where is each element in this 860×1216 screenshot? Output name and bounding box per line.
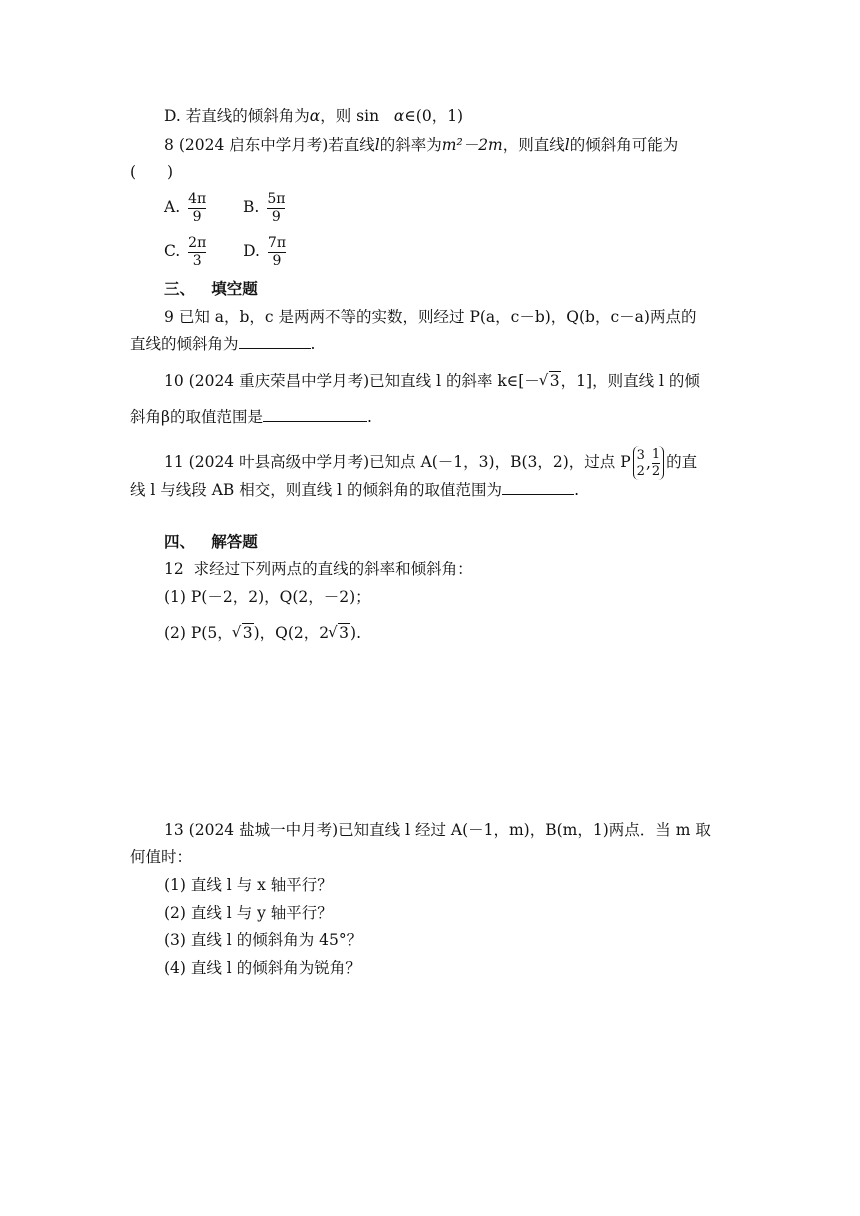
fraction: $\frac{4\pi}{9}$ — [188, 190, 207, 225]
answer-blank[interactable] — [263, 407, 367, 422]
sqrt: √ 3 — [233, 624, 254, 642]
q10-line1: 10 (2024 重庆荣昌中学月考)已知直线 l 的斜率 k∈[－√ 3，1]，则直线 l 的倾 — [164, 371, 700, 391]
point-p-coordinates: 3 2 , $\frac{1}{2}$ — [633, 446, 665, 481]
q13-part4: (4) 直线 l 的倾斜角为锐角？ — [164, 959, 361, 977]
q8-answer-paren: ( ) — [130, 163, 174, 181]
q13-line2: 何值时： — [130, 848, 193, 866]
q12-stem: 12 求经过下列两点的直线的斜率和倾斜角： — [164, 560, 473, 578]
q9-line2: 直线的倾斜角为 . — [130, 335, 316, 353]
q11-line2: 线 l 与线段 AB 相交，则直线 l 的倾斜角的取值范围为 . — [130, 481, 579, 499]
section-heading-fill-in: 三、 填空题 — [164, 280, 258, 298]
answer-blank[interactable] — [502, 480, 574, 495]
q8-stem: 8 (2024 启东中学月考)若直线l的斜率为m²－2m，则直线l的倾斜角可能为 — [164, 136, 679, 154]
fraction: $\frac{2\pi}{3}$ — [188, 234, 207, 269]
q9-line1: 9 已知 a，b，c 是两两不等的实数，则经过 P(a，c－b)，Q(b，c－a)两点的 — [164, 308, 697, 326]
answer-blank[interactable] — [239, 334, 311, 349]
q8-options-row1: A. $\frac{4\pi}{9}$ B. $\frac{5\pi}{9}$ — [164, 190, 286, 225]
q12-part1: (1) P(－2，2)，Q(2，－2)； — [164, 588, 371, 606]
fraction: $\frac{7\pi}{9}$ — [267, 234, 287, 269]
q13-part1: (1) 直线 l 与 x 轴平行？ — [164, 876, 333, 894]
sqrt: √ 3 — [329, 624, 350, 642]
q11-line1: 11 (2024 叶县高级中学月考)已知点 A(－1，3)，B(3，2)，过点 P 3 2 , $\frac{1}{2}$ 的直 — [164, 447, 698, 480]
q10-line2: 斜角β的取值范围是 . — [130, 408, 372, 426]
section-heading-solution: 四、 解答题 — [164, 533, 258, 551]
sqrt: √ 3 — [540, 372, 561, 390]
q8-options-row2: C. $\frac{2\pi}{3}$ D. $\frac{7\pi}{9}$ — [164, 234, 287, 269]
fraction: $\frac{5\pi}{9}$ — [267, 190, 286, 225]
q13-part3: (3) 直线 l 的倾斜角为 45°？ — [164, 931, 363, 949]
q13-line1: 13 (2024 盐城一中月考)已知直线 l 经过 A(－1，m)，B(m，1)两点．当 m 取 — [164, 821, 711, 839]
q13-part2: (2) 直线 l 与 y 轴平行？ — [164, 904, 333, 922]
q12-part2: (2) P(5，√ 3)，Q(2，2√ 3). — [164, 623, 361, 643]
q7-option-d: D. 若直线的倾斜角为α，则 sin α∈(0，1) — [164, 107, 464, 125]
